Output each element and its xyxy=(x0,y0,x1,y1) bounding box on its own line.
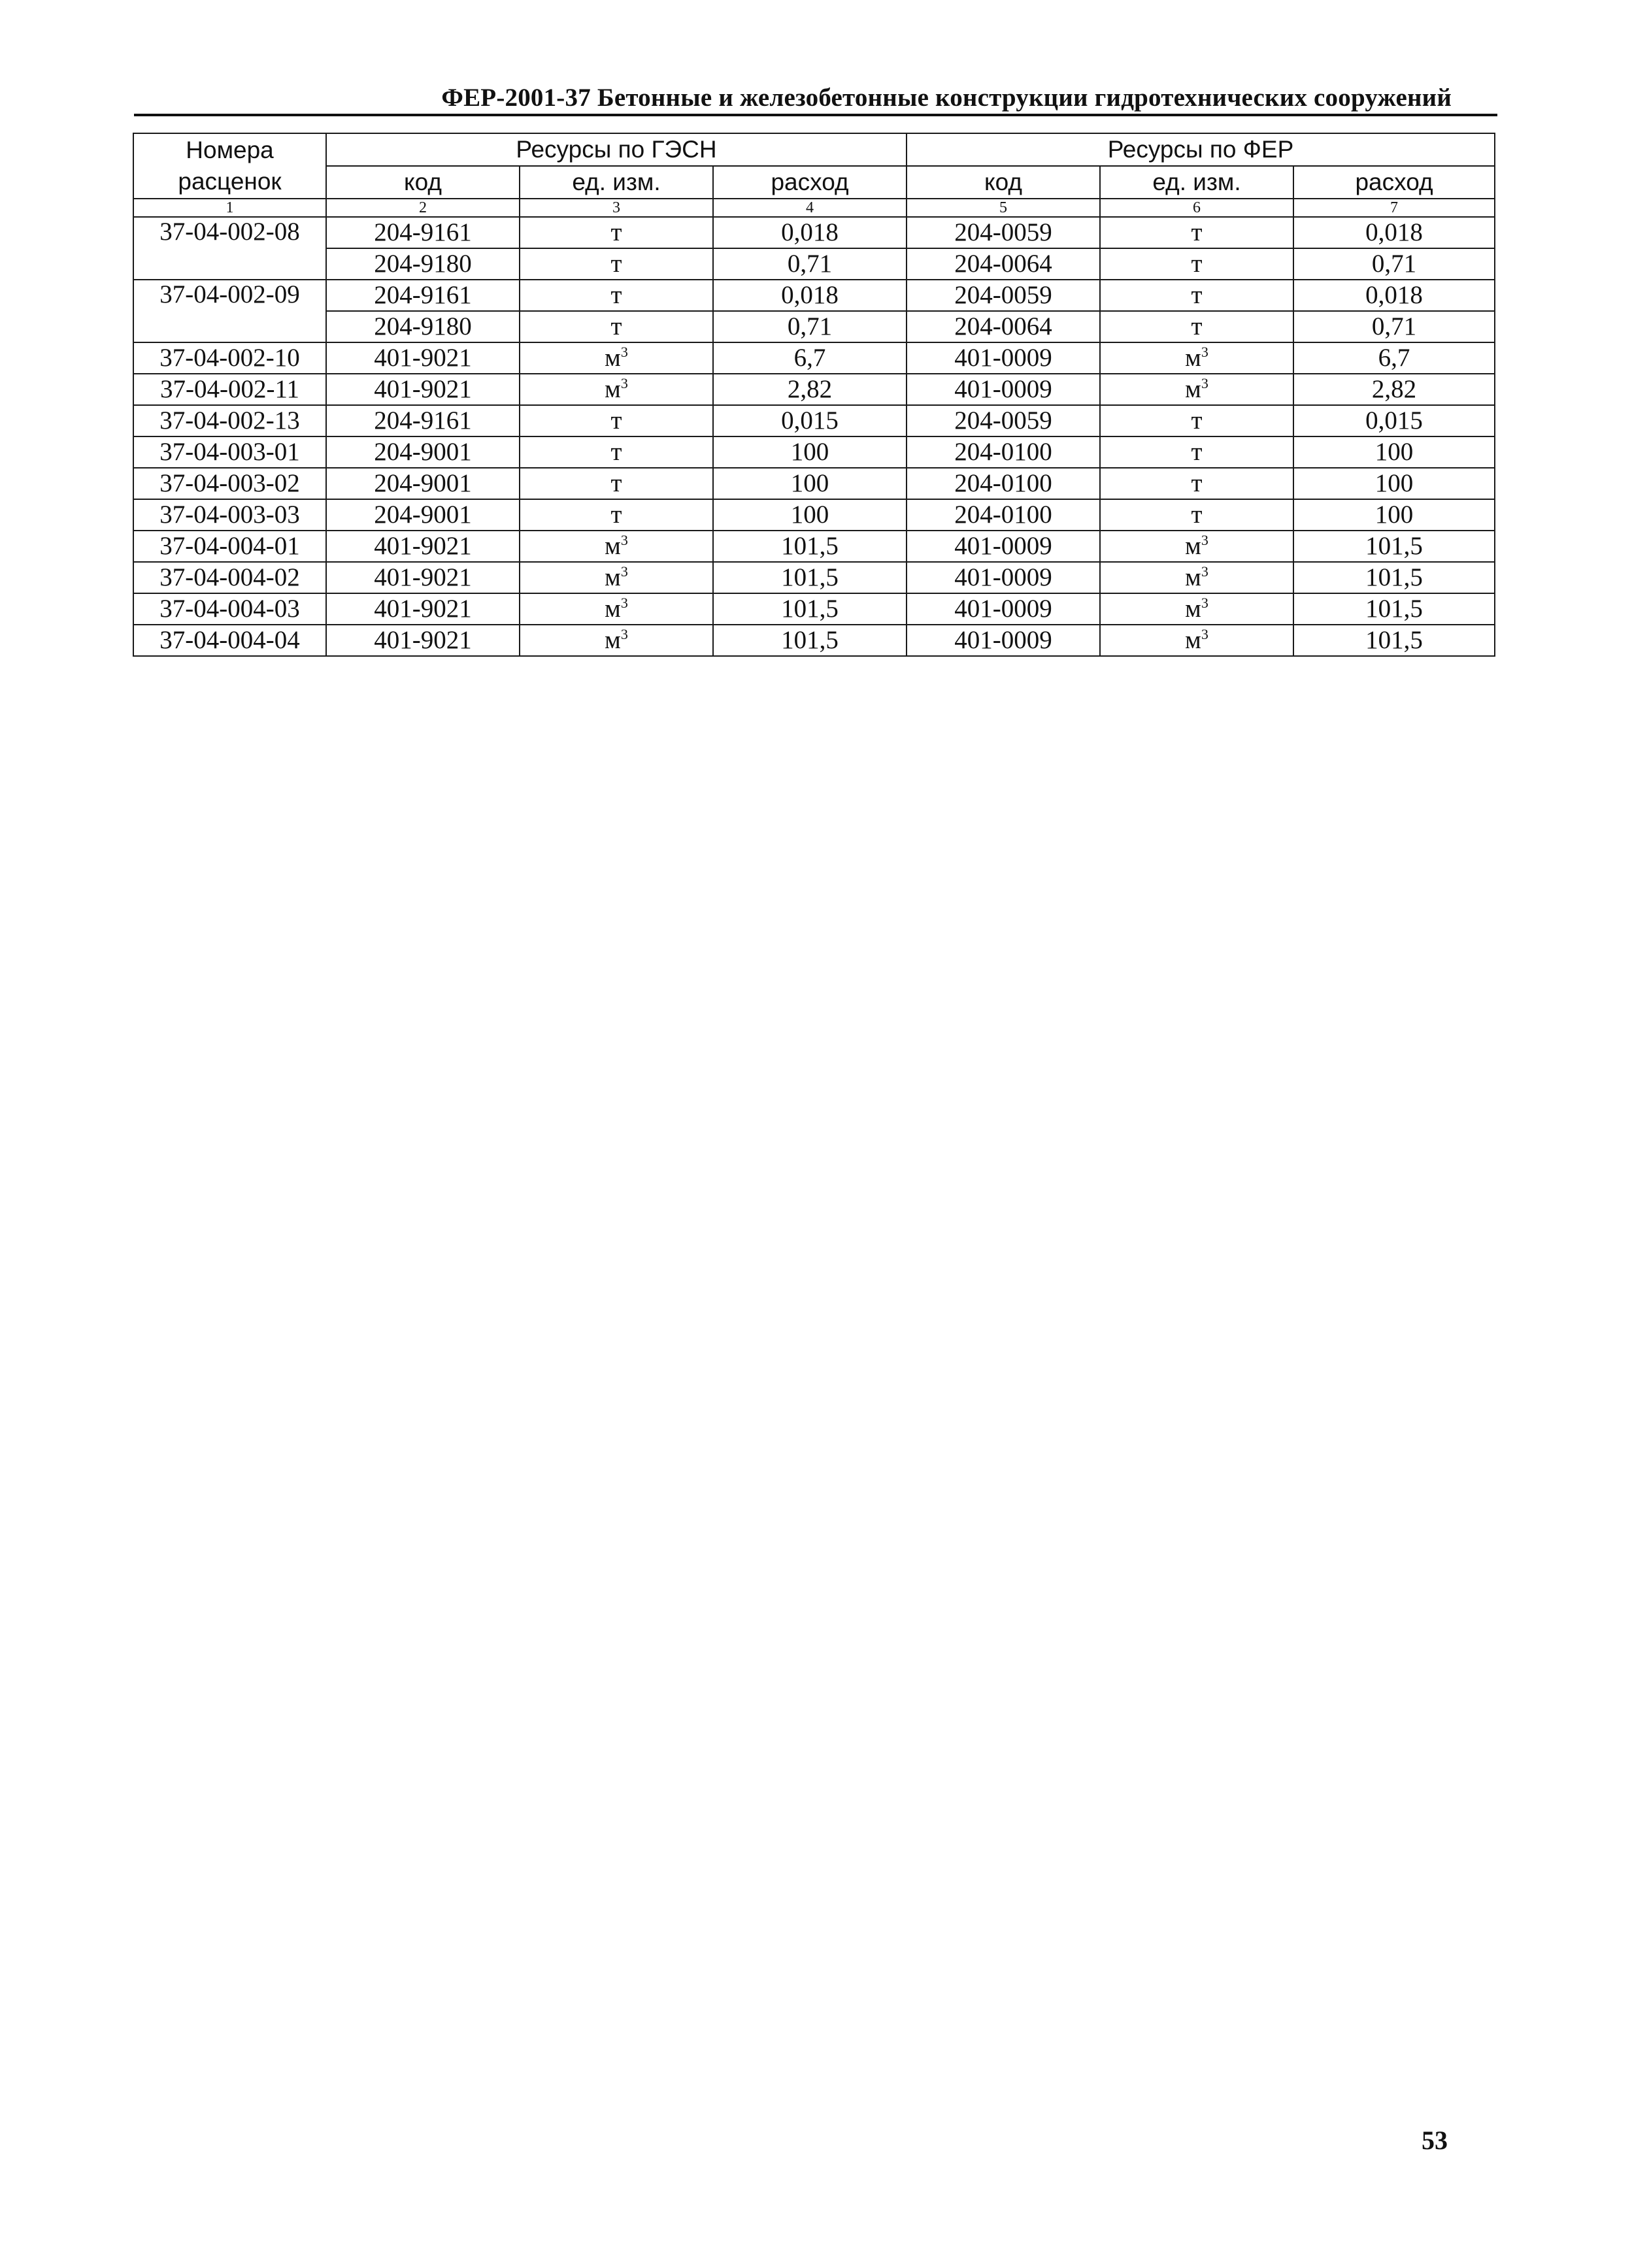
table-row xyxy=(133,531,1495,562)
table-row xyxy=(133,311,1495,342)
fer-code-value: 204-0059 xyxy=(954,218,1052,246)
fer-amount-cell xyxy=(1293,593,1495,625)
fer-amount-value: 101,5 xyxy=(1365,532,1423,560)
fer-unit-value: м xyxy=(1185,344,1201,372)
gesn-unit-value: т xyxy=(610,281,622,309)
fer-amount-cell xyxy=(1293,374,1495,405)
gesn-unit-cell xyxy=(520,531,713,562)
unit-exponent: 3 xyxy=(1201,375,1208,391)
fer-code-value: 204-0100 xyxy=(954,438,1052,466)
fer-code-value: 204-0064 xyxy=(954,312,1052,340)
gesn-amount-cell xyxy=(713,436,907,468)
gesn-code-value: 204-9161 xyxy=(374,218,472,246)
gesn-unit-value: м xyxy=(605,595,621,623)
gesn-amount-value: 101,5 xyxy=(781,626,839,654)
header-gesn-amount: расход xyxy=(713,166,907,199)
fer-amount-cell xyxy=(1293,405,1495,436)
fer-unit-cell xyxy=(1100,342,1293,374)
gesn-unit-value: т xyxy=(610,501,622,529)
gesn-code-cell xyxy=(326,342,520,374)
fer-code-value: 401-0009 xyxy=(954,375,1052,403)
gesn-unit-value: т xyxy=(610,469,622,497)
fer-unit-cell xyxy=(1100,562,1293,593)
fer-code-value: 401-0009 xyxy=(954,595,1052,623)
gesn-amount-value: 0,71 xyxy=(787,312,833,340)
gesn-amount-cell xyxy=(713,374,907,405)
fer-unit-cell xyxy=(1100,405,1293,436)
fer-code-value: 401-0009 xyxy=(954,563,1052,591)
fer-code-cell xyxy=(907,311,1100,342)
gesn-amount-value: 0,71 xyxy=(787,250,833,278)
table-row xyxy=(133,405,1495,436)
gesn-unit-value: т xyxy=(610,438,622,466)
unit-exponent: 3 xyxy=(1201,563,1208,580)
fer-amount-value: 0,71 xyxy=(1371,312,1417,340)
fer-amount-value: 100 xyxy=(1374,501,1414,529)
header-norm-numbers-label: Номера расценок xyxy=(178,137,282,195)
fer-unit-cell xyxy=(1100,593,1293,625)
header-gesn-code: код xyxy=(326,166,520,199)
gesn-amount-cell xyxy=(713,405,907,436)
fer-unit-value: т xyxy=(1191,501,1203,529)
unit-exponent: 3 xyxy=(620,595,628,611)
fer-unit-cell xyxy=(1100,468,1293,499)
gesn-amount-value: 101,5 xyxy=(781,563,839,591)
gesn-unit-cell xyxy=(520,593,713,625)
gesn-amount-cell xyxy=(713,531,907,562)
fer-unit-value: т xyxy=(1191,250,1203,278)
fer-amount-cell xyxy=(1293,342,1495,374)
gesn-unit-value: м xyxy=(605,375,621,403)
norm-number-cell: 37-04-003-03 xyxy=(133,499,326,531)
fer-code-value: 401-0009 xyxy=(954,344,1052,372)
table-row xyxy=(133,499,1495,531)
gesn-code-cell xyxy=(326,374,520,405)
page-header xyxy=(134,77,1497,116)
norm-number-cell: 37-04-002-13 xyxy=(133,405,326,436)
column-number: 2 xyxy=(326,199,520,217)
norm-number-cell: 37-04-002-11 xyxy=(133,374,326,405)
gesn-amount-cell xyxy=(713,311,907,342)
gesn-amount-value: 101,5 xyxy=(781,532,839,560)
fer-code-cell xyxy=(907,405,1100,436)
gesn-code-cell xyxy=(326,593,520,625)
table-row xyxy=(133,342,1495,374)
gesn-amount-cell xyxy=(713,593,907,625)
header-norm-numbers xyxy=(133,133,326,199)
gesn-unit-cell xyxy=(520,311,713,342)
column-number: 5 xyxy=(907,199,1100,217)
fer-unit-value: т xyxy=(1191,469,1203,497)
document-title: ФЕР-2001-37 Бетонные и железобетонные конструкции гидротехнических сооружений xyxy=(441,84,1452,112)
gesn-unit-cell xyxy=(520,280,713,311)
unit-exponent: 3 xyxy=(1201,595,1208,611)
gesn-amount-cell xyxy=(713,342,907,374)
gesn-amount-cell xyxy=(713,468,907,499)
fer-amount-cell xyxy=(1293,311,1495,342)
fer-amount-cell xyxy=(1293,217,1495,248)
table-row xyxy=(133,248,1495,280)
table-row xyxy=(133,374,1495,405)
gesn-code-value: 204-9001 xyxy=(374,469,472,497)
table-row xyxy=(133,280,1495,311)
gesn-amount-cell xyxy=(713,625,907,656)
column-number: 7 xyxy=(1293,199,1495,217)
fer-code-value: 204-0100 xyxy=(954,469,1052,497)
fer-amount-cell xyxy=(1293,531,1495,562)
gesn-code-cell xyxy=(326,405,520,436)
gesn-code-cell xyxy=(326,468,520,499)
fer-amount-value: 2,82 xyxy=(1371,375,1417,403)
fer-code-cell xyxy=(907,342,1100,374)
gesn-unit-cell xyxy=(520,374,713,405)
gesn-amount-value: 2,82 xyxy=(787,375,833,403)
header-group-gesn: Ресурсы по ГЭСН xyxy=(326,133,907,166)
fer-code-cell xyxy=(907,625,1100,656)
page-number: 53 xyxy=(1422,2126,1448,2155)
unit-exponent: 3 xyxy=(620,626,628,642)
fer-amount-value: 0,018 xyxy=(1365,218,1423,246)
gesn-amount-value: 0,018 xyxy=(781,218,839,246)
gesn-unit-cell xyxy=(520,342,713,374)
gesn-code-value: 401-9021 xyxy=(374,595,472,623)
gesn-code-cell xyxy=(326,499,520,531)
fer-code-cell xyxy=(907,280,1100,311)
fer-code-value: 204-0059 xyxy=(954,281,1052,309)
fer-code-value: 204-0059 xyxy=(954,406,1052,435)
gesn-amount-cell xyxy=(713,217,907,248)
header-fer-unit: ед. изм. xyxy=(1100,166,1293,199)
gesn-amount-value: 100 xyxy=(790,438,829,466)
fer-amount-value: 0,71 xyxy=(1371,250,1417,278)
column-number: 3 xyxy=(520,199,713,217)
fer-code-cell xyxy=(907,436,1100,468)
fer-code-cell xyxy=(907,248,1100,280)
fer-code-cell xyxy=(907,468,1100,499)
fer-amount-value: 0,018 xyxy=(1365,281,1423,309)
fer-unit-value: м xyxy=(1185,563,1201,591)
norm-number-cell: 37-04-002-10 xyxy=(133,342,326,374)
gesn-amount-cell xyxy=(713,280,907,311)
norm-number-cell: 37-04-004-03 xyxy=(133,593,326,625)
fer-unit-cell xyxy=(1100,280,1293,311)
fer-amount-value: 101,5 xyxy=(1365,595,1423,623)
unit-exponent: 3 xyxy=(620,344,628,360)
header-row-subcolumns xyxy=(133,166,1495,199)
gesn-code-value: 401-9021 xyxy=(374,344,472,372)
header-fer-code: код xyxy=(907,166,1100,199)
gesn-unit-cell xyxy=(520,562,713,593)
norm-number-cell: 37-04-003-01 xyxy=(133,436,326,468)
fer-code-cell xyxy=(907,531,1100,562)
fer-unit-cell xyxy=(1100,625,1293,656)
fer-amount-value: 100 xyxy=(1374,438,1414,466)
gesn-unit-cell xyxy=(520,405,713,436)
fer-code-value: 401-0009 xyxy=(954,532,1052,560)
fer-amount-value: 100 xyxy=(1374,469,1414,497)
gesn-amount-value: 100 xyxy=(790,501,829,529)
fer-unit-cell xyxy=(1100,374,1293,405)
gesn-unit-cell xyxy=(520,468,713,499)
gesn-unit-cell xyxy=(520,499,713,531)
gesn-unit-value: м xyxy=(605,626,621,654)
gesn-code-value: 204-9180 xyxy=(374,250,472,278)
gesn-code-cell xyxy=(326,562,520,593)
fer-amount-value: 6,7 xyxy=(1378,344,1410,372)
column-number: 6 xyxy=(1100,199,1293,217)
gesn-code-cell xyxy=(326,531,520,562)
table-row xyxy=(133,625,1495,656)
fer-unit-value: м xyxy=(1185,595,1201,623)
gesn-code-value: 204-9161 xyxy=(374,281,472,309)
fer-unit-value: м xyxy=(1185,626,1201,654)
gesn-amount-value: 0,015 xyxy=(781,406,839,435)
gesn-unit-cell xyxy=(520,625,713,656)
fer-code-value: 401-0009 xyxy=(954,626,1052,654)
column-number: 1 xyxy=(133,199,326,217)
gesn-amount-cell xyxy=(713,562,907,593)
fer-unit-cell xyxy=(1100,217,1293,248)
gesn-unit-cell xyxy=(520,248,713,280)
norm-number-cell: 37-04-002-08 xyxy=(133,217,326,280)
gesn-code-value: 401-9021 xyxy=(374,563,472,591)
fer-amount-cell xyxy=(1293,248,1495,280)
table-row xyxy=(133,593,1495,625)
fer-unit-cell xyxy=(1100,248,1293,280)
gesn-code-value: 204-9001 xyxy=(374,501,472,529)
header-group-fer: Ресурсы по ФЕР xyxy=(907,133,1495,166)
norm-number-cell: 37-04-002-09 xyxy=(133,280,326,342)
column-number-row xyxy=(133,199,1495,217)
gesn-code-value: 204-9161 xyxy=(374,406,472,435)
fer-unit-value: т xyxy=(1191,438,1203,466)
gesn-code-cell xyxy=(326,311,520,342)
column-number: 4 xyxy=(713,199,907,217)
norm-number-cell: 37-04-004-01 xyxy=(133,531,326,562)
table-row xyxy=(133,217,1495,248)
fer-unit-cell xyxy=(1100,436,1293,468)
fer-amount-value: 101,5 xyxy=(1365,563,1423,591)
fer-code-cell xyxy=(907,593,1100,625)
fer-code-cell xyxy=(907,499,1100,531)
norm-number-cell: 37-04-004-04 xyxy=(133,625,326,656)
fer-amount-cell xyxy=(1293,625,1495,656)
gesn-unit-cell xyxy=(520,436,713,468)
gesn-code-value: 401-9021 xyxy=(374,375,472,403)
table-row xyxy=(133,436,1495,468)
fer-code-cell xyxy=(907,374,1100,405)
fer-amount-cell xyxy=(1293,468,1495,499)
fer-amount-cell xyxy=(1293,436,1495,468)
gesn-code-cell xyxy=(326,280,520,311)
fer-unit-value: м xyxy=(1185,375,1201,403)
fer-amount-cell xyxy=(1293,562,1495,593)
fer-unit-cell xyxy=(1100,499,1293,531)
table-row xyxy=(133,468,1495,499)
unit-exponent: 3 xyxy=(620,563,628,580)
gesn-unit-value: т xyxy=(610,406,622,435)
norm-number-cell: 37-04-004-02 xyxy=(133,562,326,593)
fer-code-value: 204-0064 xyxy=(954,250,1052,278)
fer-unit-value: т xyxy=(1191,218,1203,246)
gesn-amount-value: 0,018 xyxy=(781,281,839,309)
fer-amount-cell xyxy=(1293,499,1495,531)
gesn-unit-value: м xyxy=(605,563,621,591)
table-row xyxy=(133,562,1495,593)
header-fer-amount: расход xyxy=(1293,166,1495,199)
gesn-code-cell xyxy=(326,625,520,656)
header-gesn-unit: ед. изм. xyxy=(520,166,713,199)
gesn-amount-cell xyxy=(713,499,907,531)
fer-amount-value: 101,5 xyxy=(1365,626,1423,654)
gesn-code-value: 401-9021 xyxy=(374,532,472,560)
gesn-unit-value: м xyxy=(605,344,621,372)
unit-exponent: 3 xyxy=(620,375,628,391)
gesn-unit-value: т xyxy=(610,218,622,246)
table-body xyxy=(133,133,1495,656)
fer-code-cell xyxy=(907,217,1100,248)
fer-amount-value: 0,015 xyxy=(1365,406,1423,435)
unit-exponent: 3 xyxy=(1201,532,1208,548)
gesn-code-cell xyxy=(326,248,520,280)
gesn-unit-cell xyxy=(520,217,713,248)
header-row-groups xyxy=(133,133,1495,166)
gesn-unit-value: т xyxy=(610,312,622,340)
resource-table xyxy=(133,133,1495,657)
fer-code-cell xyxy=(907,562,1100,593)
gesn-unit-value: т xyxy=(610,250,622,278)
fer-code-value: 204-0100 xyxy=(954,501,1052,529)
fer-unit-cell xyxy=(1100,311,1293,342)
gesn-amount-value: 101,5 xyxy=(781,595,839,623)
fer-unit-cell xyxy=(1100,531,1293,562)
norm-number-cell: 37-04-003-02 xyxy=(133,468,326,499)
gesn-code-cell xyxy=(326,436,520,468)
fer-amount-cell xyxy=(1293,280,1495,311)
unit-exponent: 3 xyxy=(620,532,628,548)
gesn-unit-value: м xyxy=(605,532,621,560)
unit-exponent: 3 xyxy=(1201,344,1208,360)
gesn-code-value: 401-9021 xyxy=(374,626,472,654)
fer-unit-value: т xyxy=(1191,406,1203,435)
gesn-amount-cell xyxy=(713,248,907,280)
unit-exponent: 3 xyxy=(1201,626,1208,642)
fer-unit-value: т xyxy=(1191,312,1203,340)
fer-unit-value: т xyxy=(1191,281,1203,309)
gesn-amount-value: 6,7 xyxy=(793,344,826,372)
gesn-amount-value: 100 xyxy=(790,469,829,497)
fer-unit-value: м xyxy=(1185,532,1201,560)
gesn-code-cell xyxy=(326,217,520,248)
gesn-code-value: 204-9001 xyxy=(374,438,472,466)
gesn-code-value: 204-9180 xyxy=(374,312,472,340)
